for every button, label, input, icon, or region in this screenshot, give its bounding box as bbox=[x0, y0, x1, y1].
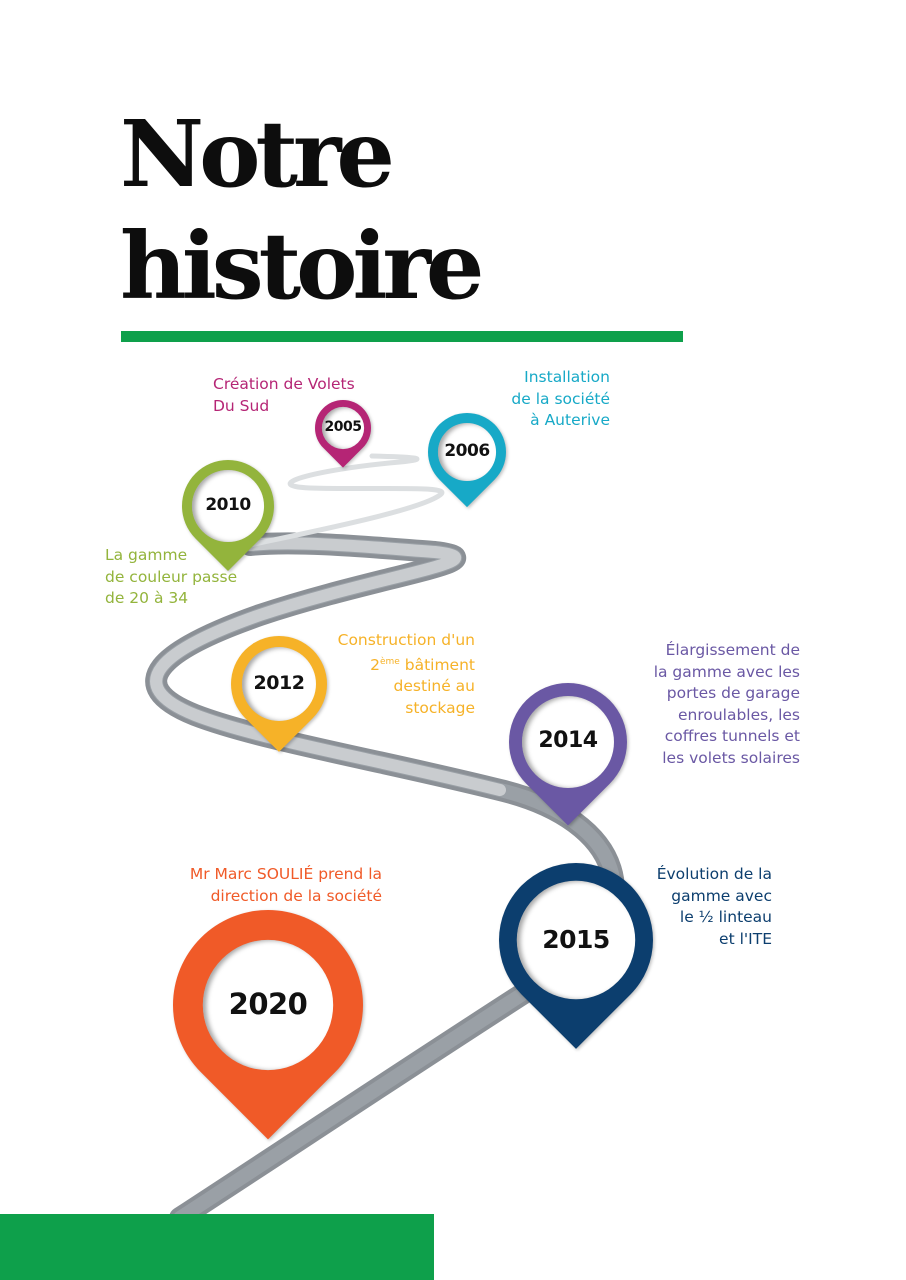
year-label-2005: 2005 bbox=[324, 419, 362, 436]
event-line: Construction d'un bbox=[337, 631, 475, 649]
event-line: enroulables, les bbox=[677, 705, 800, 724]
event-line: coffres tunnels et bbox=[664, 727, 800, 745]
title-line-1: Notre bbox=[120, 100, 390, 208]
event-description-2006 bbox=[480, 367, 610, 432]
year-label-2010: 2010 bbox=[205, 495, 251, 516]
year-label-2020: 2020 bbox=[228, 987, 308, 1022]
event-description-2012 bbox=[300, 630, 475, 719]
footer-bar bbox=[0, 1214, 434, 1280]
event-line: portes de garage bbox=[666, 684, 800, 702]
event-line: les volets solaires bbox=[662, 748, 800, 767]
event-description-2020 bbox=[160, 864, 382, 907]
event-description-2010 bbox=[105, 545, 265, 610]
event-line: La gamme bbox=[105, 546, 188, 564]
event-line: Du Sud bbox=[213, 396, 270, 415]
year-label-2012: 2012 bbox=[253, 672, 305, 695]
event-line: Élargissement de bbox=[665, 641, 800, 659]
event-line: destiné au bbox=[393, 677, 475, 696]
event-description-2015 bbox=[612, 864, 772, 950]
year-label-2006: 2006 bbox=[444, 441, 490, 462]
event-line: à Auterive bbox=[530, 411, 610, 429]
year-label-2014: 2014 bbox=[538, 728, 598, 754]
title-line-2: histoire bbox=[120, 212, 480, 320]
event-line: stockage bbox=[405, 698, 475, 717]
event-description-2005 bbox=[213, 374, 378, 417]
event-description-2014 bbox=[610, 640, 800, 769]
event-line: Mr Marc SOULIÉ prend la bbox=[189, 865, 382, 883]
superscript: ème bbox=[379, 656, 400, 667]
event-line: et l'ITE bbox=[719, 929, 772, 948]
event-line: Installation bbox=[524, 368, 610, 386]
event-line: gamme avec bbox=[671, 886, 772, 905]
event-line: de la société bbox=[511, 389, 610, 408]
event-line: le ½ linteau bbox=[679, 908, 772, 926]
event-line: Création de Volets bbox=[213, 375, 355, 393]
event-line: de couleur passe bbox=[105, 567, 238, 586]
event-line: 2ème bâtiment bbox=[370, 655, 475, 674]
event-line: Évolution de la bbox=[656, 865, 772, 883]
event-line: de 20 à 34 bbox=[105, 589, 189, 607]
year-label-2015: 2015 bbox=[542, 924, 610, 954]
event-line: direction de la société bbox=[210, 886, 382, 905]
event-line: la gamme avec les bbox=[653, 662, 800, 681]
